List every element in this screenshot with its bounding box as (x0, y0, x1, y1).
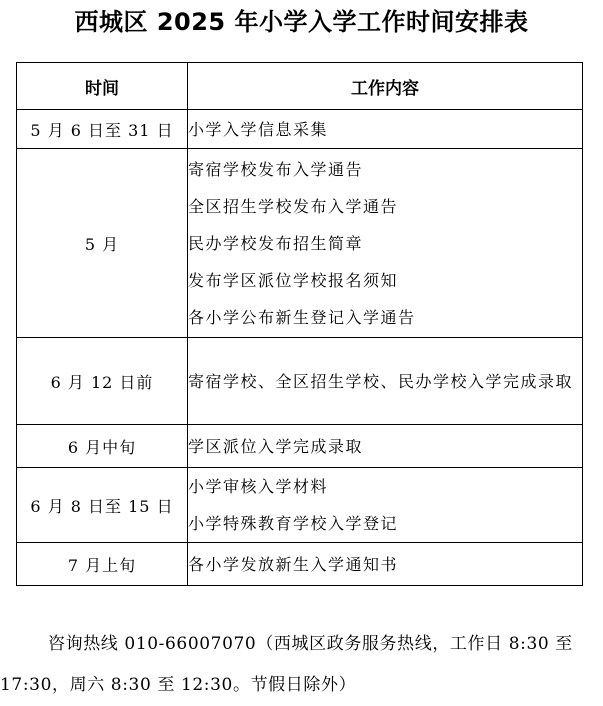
content-item: 寄宿学校、全区招生学校、民办学校入学完成录取 (188, 371, 574, 391)
table-row (17, 149, 583, 338)
table-row (17, 543, 583, 586)
content-item: 发布学区派位学校报名须知 (188, 270, 399, 290)
time-cell: 5 月 6 日至 31 日 (17, 110, 188, 149)
time-cell: 6 月 12 日前 (17, 338, 188, 425)
column-header-time: 时间 (17, 63, 188, 110)
page-title: 西城区 2025 年小学入学工作时间安排表 (74, 8, 529, 36)
table-row (17, 110, 583, 149)
content-item: 寄宿学校发布入学通告 (188, 159, 364, 179)
content-cell (188, 543, 583, 586)
content-cell (188, 468, 583, 543)
content-item: 学区派位入学完成录取 (188, 436, 364, 456)
content-item: 民办学校发布招生简章 (188, 233, 364, 253)
time-cell: 7 月上旬 (17, 543, 188, 586)
table-row (17, 338, 583, 425)
content-cell (188, 110, 583, 149)
content-item: 小学特殊教育学校入学登记 (188, 514, 399, 533)
schedule-table (16, 62, 583, 586)
content-item: 各小学公布新生登记入学通告 (188, 307, 416, 327)
time-cell: 6 月 8 日至 15 日 (17, 468, 188, 543)
table-header-row (17, 63, 583, 110)
content-item: 全区招生学校发布入学通告 (188, 196, 399, 216)
table-row (17, 468, 583, 543)
time-cell: 5 月 (17, 149, 188, 338)
content-item: 各小学发放新生入学通知书 (188, 554, 399, 574)
content-cell (188, 149, 583, 338)
time-cell: 6 月中旬 (17, 425, 188, 468)
hotline-note: 咨询热线 010-66007070（西城区政务服务热线，工作日 8:30 至 17:30，周六 8:30 至 12:30。节假日除外） (0, 634, 573, 695)
table-row (17, 425, 583, 468)
content-cell (188, 338, 583, 425)
content-item: 小学审核入学材料 (188, 477, 329, 496)
column-header-content: 工作内容 (188, 63, 583, 110)
content-item: 小学入学信息采集 (188, 119, 329, 139)
content-cell (188, 425, 583, 468)
